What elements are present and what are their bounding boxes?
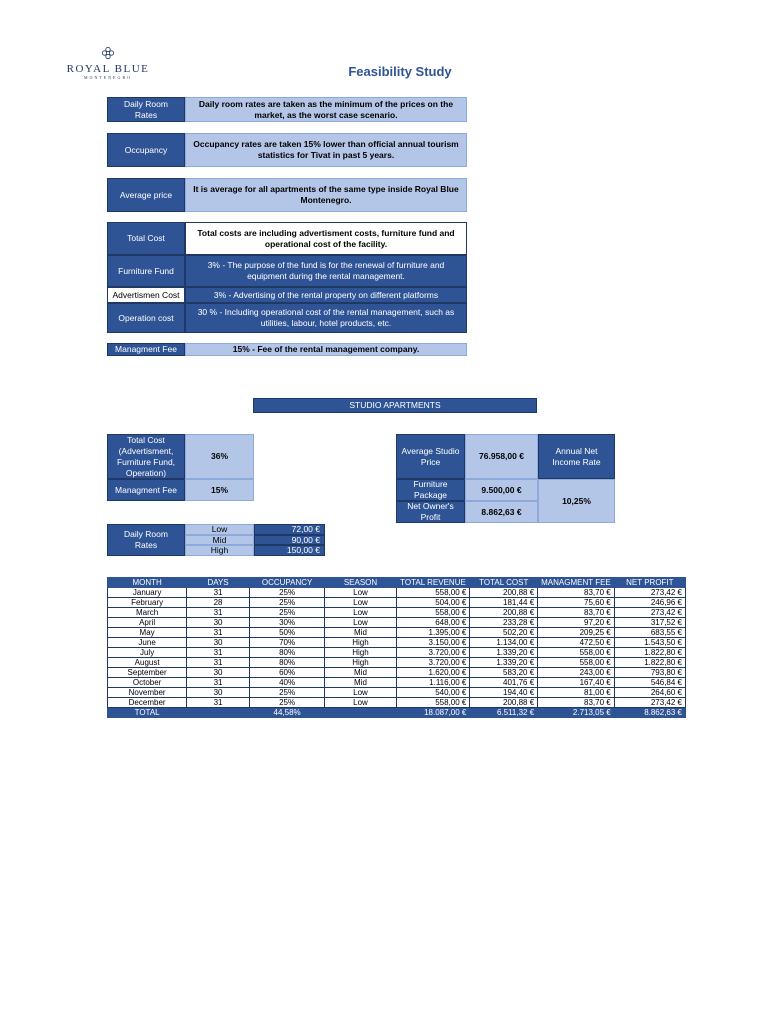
- cell-month: April: [108, 618, 187, 628]
- cell-season: Low: [325, 688, 396, 698]
- col-month-header: MONTH: [108, 578, 187, 588]
- cell-cost: 233,28 €: [470, 618, 538, 628]
- cell-days: 31: [187, 678, 250, 688]
- cell-occupancy: 30%: [249, 618, 325, 628]
- cell-month: November: [108, 688, 187, 698]
- cell-cost: 1.134,00 €: [470, 638, 538, 648]
- total-profit: 8.862,63 €: [614, 708, 685, 718]
- total-cost: 6.511,32 €: [470, 708, 538, 718]
- table-row: [108, 598, 686, 608]
- cell-fee: 472,50 €: [538, 638, 615, 648]
- cell-revenue: 1.395,00 €: [396, 628, 470, 638]
- rates-label: Daily Room Rates: [107, 524, 185, 556]
- def-label-managment-fee: Managment Fee: [107, 343, 185, 356]
- cell-cost: 181,44 €: [470, 598, 538, 608]
- cell-fee: 558,00 €: [538, 658, 615, 668]
- cell-season: Low: [325, 588, 396, 598]
- cell-fee: 75,60 €: [538, 598, 615, 608]
- cell-month: February: [108, 598, 187, 608]
- cell-occupancy: 80%: [249, 658, 325, 668]
- total-occupancy: 44,58%: [249, 708, 325, 718]
- avg-price-value: 76.958,00 €: [465, 434, 538, 479]
- cell-profit: 793,80 €: [614, 668, 685, 678]
- avg-price-label: Average Studio Price: [396, 434, 465, 479]
- cell-fee: 83,70 €: [538, 698, 615, 708]
- def-text-average-price: It is average for all apartments of the same type inside Royal Blue Montenegro.: [185, 178, 467, 212]
- table-row: [108, 638, 686, 648]
- cell-occupancy: 25%: [249, 608, 325, 618]
- cell-cost: 401,76 €: [470, 678, 538, 688]
- cell-month: September: [108, 668, 187, 678]
- cell-revenue: 1.620,00 €: [396, 668, 470, 678]
- cell-profit: 273,42 €: [614, 608, 685, 618]
- cell-days: 31: [187, 588, 250, 598]
- cell-cost: 583,20 €: [470, 668, 538, 678]
- monthly-table: [107, 577, 686, 718]
- cell-fee: 243,00 €: [538, 668, 615, 678]
- cell-revenue: 558,00 €: [396, 698, 470, 708]
- logo-emblem-icon: [101, 46, 115, 60]
- cell-month: October: [108, 678, 187, 688]
- logo-name: ROYAL BLUE: [66, 63, 150, 75]
- table-row: [108, 658, 686, 668]
- cell-fee: 81,00 €: [538, 688, 615, 698]
- cell-days: 31: [187, 628, 250, 638]
- cell-occupancy: 25%: [249, 598, 325, 608]
- cell-cost: 194,40 €: [470, 688, 538, 698]
- rate-price-mid: 90,00 €: [254, 535, 325, 545]
- total-days: [187, 708, 250, 718]
- def-label-furniture-fund: Furniture Fund: [107, 255, 185, 287]
- def-label-operation-cost: Operation cost: [107, 303, 185, 333]
- cell-season: Low: [325, 618, 396, 628]
- total-cost-label: Total Cost (Advertisment, Furniture Fund, Operation): [107, 434, 185, 479]
- table-total-row: [108, 708, 686, 718]
- logo-sub: MONTENEGRO: [84, 75, 132, 80]
- rate-season-mid: Mid: [185, 535, 254, 545]
- cell-season: Mid: [325, 678, 396, 688]
- cell-revenue: 558,00 €: [396, 608, 470, 618]
- cell-occupancy: 25%: [249, 688, 325, 698]
- cell-profit: 264,60 €: [614, 688, 685, 698]
- cell-cost: 200,88 €: [470, 698, 538, 708]
- section-title: STUDIO APARTMENTS: [253, 398, 537, 413]
- cell-profit: 1.822,80 €: [614, 648, 685, 658]
- furniture-label: Furniture Package: [396, 479, 465, 501]
- fee-value: 15%: [185, 479, 254, 501]
- cell-revenue: 504,00 €: [396, 598, 470, 608]
- rate-price-high: 150,00 €: [254, 545, 325, 556]
- cell-revenue: 540,00 €: [396, 688, 470, 698]
- table-header-row: [108, 578, 686, 588]
- total-month: TOTAL: [108, 708, 187, 718]
- cell-revenue: 3.720,00 €: [396, 658, 470, 668]
- cell-profit: 273,42 €: [614, 698, 685, 708]
- cell-revenue: 1.116,00 €: [396, 678, 470, 688]
- total-cost-value: 36%: [185, 434, 254, 479]
- def-text-advertisment-cost: 3% - Advertising of the rental property on different platforms: [185, 287, 467, 303]
- table-row: [108, 618, 686, 628]
- def-label-daily-rates: Daily Room Rates: [107, 97, 185, 122]
- cell-days: 30: [187, 688, 250, 698]
- def-text-occupancy: Occupancy rates are taken 15% lower than official annual tourism statistics for Tivat in past 5 years.: [185, 133, 467, 167]
- table-row: [108, 608, 686, 618]
- cell-season: Low: [325, 608, 396, 618]
- cell-season: High: [325, 648, 396, 658]
- income-rate-label: Annual Net Income Rate: [538, 434, 615, 479]
- cell-fee: 83,70 €: [538, 588, 615, 598]
- cell-occupancy: 40%: [249, 678, 325, 688]
- rate-season-high: High: [185, 545, 254, 556]
- cell-days: 31: [187, 698, 250, 708]
- cell-occupancy: 70%: [249, 638, 325, 648]
- table-row: [108, 668, 686, 678]
- cell-fee: 209,25 €: [538, 628, 615, 638]
- income-rate-value: 10,25%: [538, 479, 615, 523]
- def-text-furniture-fund: 3% - The purpose of the fund is for the renewal of furniture and equipment during the rental management.: [185, 255, 467, 287]
- col-occupancy-header: OCCUPANCY: [249, 578, 325, 588]
- col-days-header: DAYS: [187, 578, 250, 588]
- cell-profit: 1.822,80 €: [614, 658, 685, 668]
- cell-cost: 200,88 €: [470, 608, 538, 618]
- def-text-daily-rates: Daily room rates are taken as the minimum of the prices on the market, as the worst case scenario.: [185, 97, 467, 122]
- cell-revenue: 3.720,00 €: [396, 648, 470, 658]
- profit-label: Net Owner's Profit: [396, 501, 465, 523]
- cell-days: 31: [187, 658, 250, 668]
- cell-profit: 546,84 €: [614, 678, 685, 688]
- rate-season-low: Low: [185, 524, 254, 535]
- cell-occupancy: 80%: [249, 648, 325, 658]
- cell-month: July: [108, 648, 187, 658]
- cell-fee: 83,70 €: [538, 608, 615, 618]
- def-label-average-price: Average price: [107, 178, 185, 212]
- cell-season: Mid: [325, 668, 396, 678]
- cell-occupancy: 50%: [249, 628, 325, 638]
- rate-price-low: 72,00 €: [254, 524, 325, 535]
- logo: [62, 46, 154, 86]
- cell-days: 30: [187, 618, 250, 628]
- cell-profit: 317,52 €: [614, 618, 685, 628]
- cell-month: May: [108, 628, 187, 638]
- cell-revenue: 558,00 €: [396, 588, 470, 598]
- cell-month: March: [108, 608, 187, 618]
- cell-cost: 1.339,20 €: [470, 658, 538, 668]
- cell-days: 31: [187, 608, 250, 618]
- col-fee-header: MANAGMENT FEE: [538, 578, 615, 588]
- cell-days: 28: [187, 598, 250, 608]
- cell-season: Mid: [325, 628, 396, 638]
- cell-days: 30: [187, 668, 250, 678]
- page-title: Feasibility Study: [348, 64, 452, 79]
- def-text-managment-fee: 15% - Fee of the rental management company.: [185, 343, 467, 356]
- cell-profit: 273,42 €: [614, 588, 685, 598]
- cell-fee: 167,40 €: [538, 678, 615, 688]
- col-cost-header: TOTAL COST: [470, 578, 538, 588]
- total-season: [325, 708, 396, 718]
- table-row: [108, 588, 686, 598]
- table-row: [108, 628, 686, 638]
- def-label-occupancy: Occupancy: [107, 133, 185, 167]
- total-revenue: 18.087,00 €: [396, 708, 470, 718]
- def-text-operation-cost: 30 % - Including operational cost of the rental management, such as utilities, labour, hotel products, etc.: [185, 303, 467, 333]
- cell-season: Low: [325, 698, 396, 708]
- def-text-total-cost: Total costs are including advertisment costs, furniture fund and operational cost of the facility.: [185, 222, 467, 255]
- table-row: [108, 698, 686, 708]
- cell-days: 30: [187, 638, 250, 648]
- cell-fee: 97,20 €: [538, 618, 615, 628]
- profit-value: 8.862,63 €: [465, 501, 538, 523]
- cell-season: High: [325, 658, 396, 668]
- cell-fee: 558,00 €: [538, 648, 615, 658]
- cell-month: December: [108, 698, 187, 708]
- cell-occupancy: 25%: [249, 588, 325, 598]
- cell-month: August: [108, 658, 187, 668]
- col-profit-header: NET PROFIT: [614, 578, 685, 588]
- cell-occupancy: 25%: [249, 698, 325, 708]
- furniture-value: 9.500,00 €: [465, 479, 538, 501]
- table-row: [108, 648, 686, 658]
- fee-label: Managment Fee: [107, 479, 185, 501]
- table-row: [108, 688, 686, 698]
- cell-occupancy: 60%: [249, 668, 325, 678]
- cell-cost: 502,20 €: [470, 628, 538, 638]
- cell-cost: 1.339,20 €: [470, 648, 538, 658]
- col-revenue-header: TOTAL REVENUE: [396, 578, 470, 588]
- cell-revenue: 648,00 €: [396, 618, 470, 628]
- cell-profit: 246,96 €: [614, 598, 685, 608]
- cell-season: High: [325, 638, 396, 648]
- def-label-advertisment-cost: Advertismen Cost: [107, 287, 185, 303]
- cell-days: 31: [187, 648, 250, 658]
- cell-season: Low: [325, 598, 396, 608]
- cell-profit: 1.543,50 €: [614, 638, 685, 648]
- total-fee: 2.713,05 €: [538, 708, 615, 718]
- cell-month: January: [108, 588, 187, 598]
- table-row: [108, 678, 686, 688]
- cell-cost: 200,88 €: [470, 588, 538, 598]
- cell-profit: 683,55 €: [614, 628, 685, 638]
- cell-month: June: [108, 638, 187, 648]
- def-label-total-cost: Total Cost: [107, 222, 185, 255]
- cell-revenue: 3.150,00 €: [396, 638, 470, 648]
- col-season-header: SEASON: [325, 578, 396, 588]
